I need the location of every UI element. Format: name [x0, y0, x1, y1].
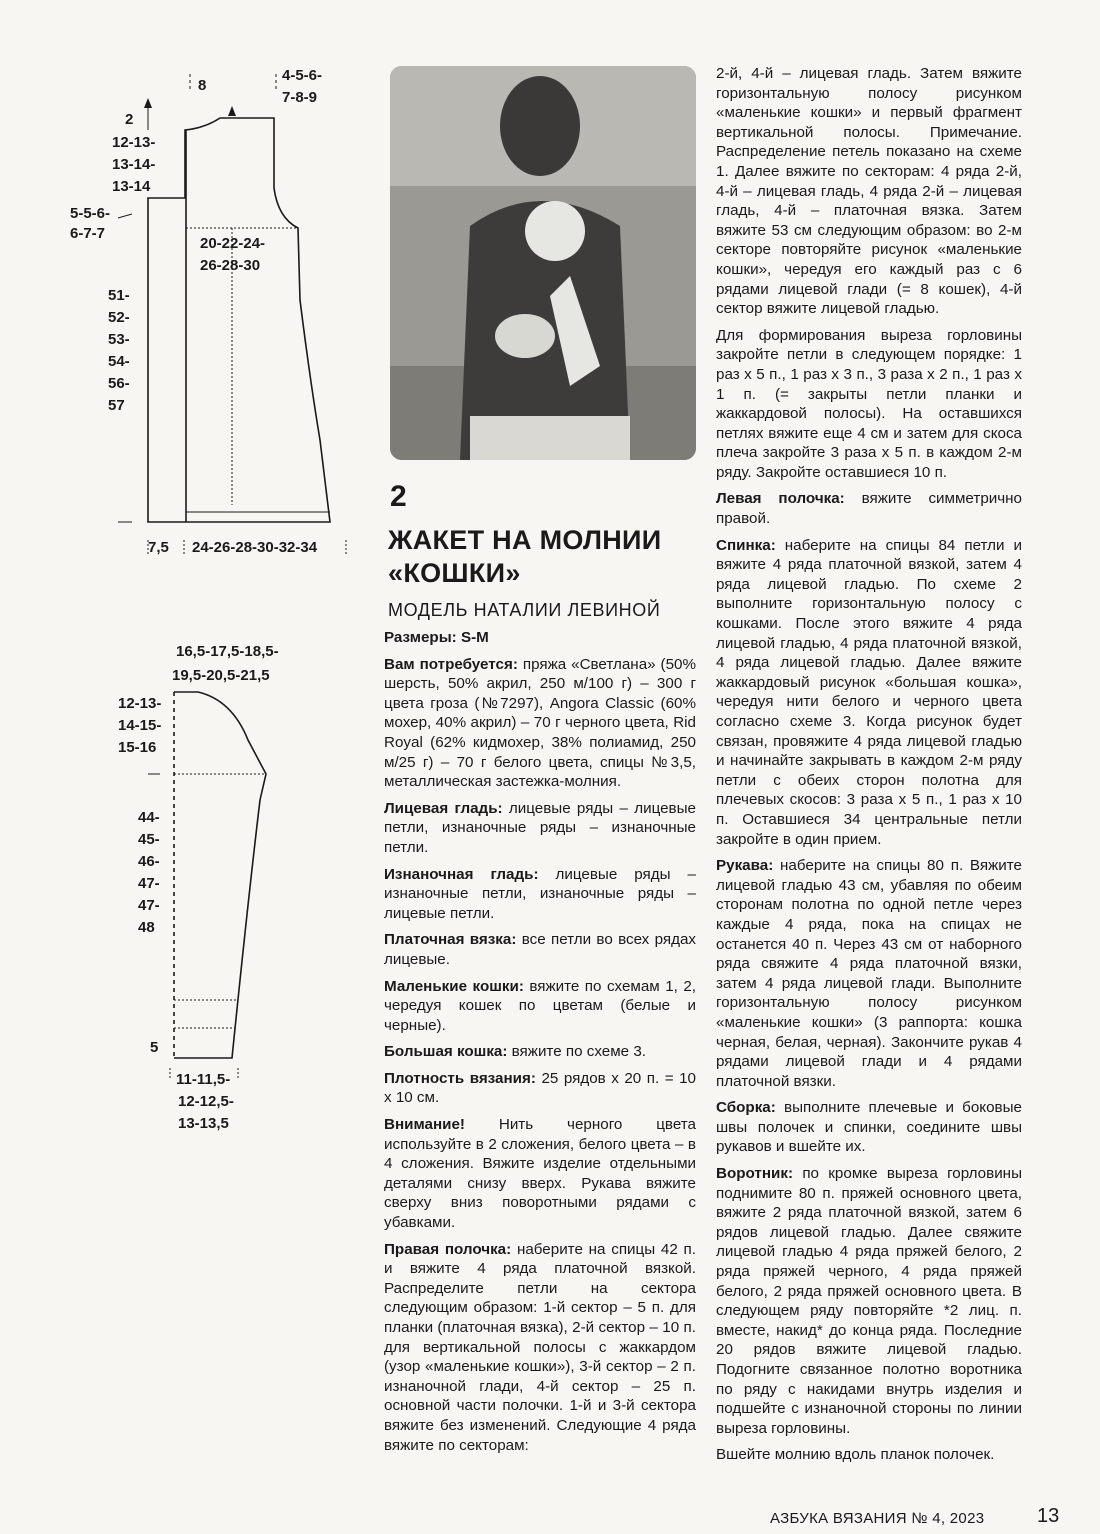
front-body-length-line: 54-	[108, 353, 130, 370]
front-body-length-line: 52-	[108, 309, 130, 326]
paragraph: Правая полочка: наберите на спицы 42 п. и вяжите 4 ряда платочной вязкой. Распределите петли на сектора следующим образом: 1-й сектор – 5 п. для планки (платочная вязка), 2-й сектор – 10 п. для вертикальной полосы с жаккардом (узор «маленькие кошки»), 3-й сектор – 2 п. изнаночной глади, 4-й сектор – 25 п. основной части полочки. 1-й и 3-й сектора вяжите без изменений. Следующие 4 ряда вяжите по секторам:	[384, 1240, 696, 1454]
paragraph: Лицевая гладь: лицевые ряды – лицевые петли, изнаночные ряды – изнаночные петли.	[384, 799, 696, 856]
magazine-footer: АЗБУКА ВЯЗАНИЯ № 4, 2023	[770, 1510, 985, 1527]
sleeve-cap-height-line: 14-15-	[118, 717, 162, 734]
sleeve-schematic	[148, 692, 266, 1080]
front-neck-depth-top: 2	[125, 111, 134, 128]
front-neck-depth-line: 13-14-	[112, 156, 156, 173]
sleeve-cuff-width-line: 12-12,5-	[178, 1093, 234, 1110]
paragraph: Рукава: наберите на спицы 80 п. Вяжите лицевой гладью 43 см, убавляя по обеим сторонам полотна по одной петле через каждые 4 ряда, пока на спицах не останется 40 п. Через 43 см от наборного ряда свяжите 4 ряда платочной вязки, затем 4 ряда лицевой глади. Выполните горизонтальную полосу рисунком «маленькие кошки» (3 раппорта: кошка черная, белая, черная). Закончите рукав 4 рядами лицевой глади и 4 рядами платочной вязки.	[716, 857, 1022, 1090]
paragraph: Сборка: выполните плечевые и боковые швы полочек и спинки, соедините швы рукавов и вшейте их.	[716, 1099, 1022, 1156]
front-body-length: 51-	[108, 287, 130, 304]
paragraph: Большая кошка: вяжите по схеме 3.	[384, 1043, 647, 1061]
sleeve-cuff-width-line: 13-13,5	[178, 1115, 229, 1132]
sleeve-cap-height: 12-13-	[118, 695, 162, 712]
sleeve-length-line: 45-	[138, 831, 160, 848]
paragraph: Платочная вязка: все петли во всех рядах лицевые.	[384, 931, 696, 968]
paragraph: Изнаночная гладь: лицевые ряды – изнаночные петли, изнаночные ряды – лицевые петли.	[384, 865, 696, 922]
sleeve-cap-height-line: 15-16	[118, 739, 157, 756]
sleeve-cuff-width: 11-11,5-	[176, 1071, 231, 1088]
sleeve-length-line: 48	[138, 919, 155, 936]
paragraph: Размеры: S-M	[384, 629, 489, 646]
sleeve-length-line: 47-	[138, 897, 160, 914]
instructions-column-1	[384, 628, 696, 1462]
front-neck-depth: 12-13-	[112, 134, 156, 151]
front-body-length-line: 56-	[108, 375, 130, 392]
paragraph: Плотность вязания: 25 рядов х 20 п. = 10 х 10 см.	[384, 1069, 696, 1107]
paragraph: Внимание! Нить черного цвета используйте в 2 сложения, белого цвета – в 4 сложения. Вяжите изделие отдельными деталями снизу вверх. Рукава вяжите сверху вниз поворотными рядами с убавками.	[384, 1116, 696, 1232]
paragraph: Маленькие кошки: вяжите по схемам 1, 2, чередуя кошек по цветам (белые и черные).	[384, 977, 697, 1034]
cat-motif	[525, 201, 585, 261]
front-body-length-line: 57	[108, 397, 125, 414]
front-shoulder-drop: 5-5-6-	[70, 205, 111, 222]
paragraph: 2-й, 4-й – лицевая гладь. Затем вяжите горизонтальную полосу рисунком «маленькие кошки» и первый фрагмент вертикальной полосы. Примечание. Распределение петель показано на схеме 1. Далее вяжите по секторам: 4 ряда 2-й, 4-й – лицевая гладь, 4 ряда 2-й – лицевая гладь, 4-й – платочная вязка. Затем вяжите 53 см следующим образом: во 2-м секторе повторяйте рисунок «маленькие кошки», чередуя его каждый раз с 6 рядами лицевой глади (= 8 кошек), 4-й сектор вяжите лицевой гладью.	[716, 65, 1022, 318]
paragraph: Вам потребуется: пряжа «Светлана» (50% шерсть, 50% акрил, 250 м/100 г) – 300 г цвета гроза (№7297), Angora Classic (60% мохер, 40% акрил) – 70 г черного цвета, Rid Royal (62% кидмохер, 38% полиамид, 250 м/25 г) – 70 г белого цвета, спицы №3,5, металлическая застежка-молния.	[384, 655, 696, 791]
article-title: ЖАКЕТ НА МОЛНИИ «КОШКИ»	[388, 525, 662, 588]
instructions-column-2	[716, 64, 1022, 1472]
pattern-schematics	[0, 0, 370, 1534]
front-body-length-line: 53-	[108, 331, 130, 348]
front-armhole-width: 20-22-24-	[200, 235, 266, 252]
sleeve-length-line: 46-	[138, 853, 160, 870]
front-top-label: 8	[198, 77, 207, 94]
paragraph: Левая полочка: вяжите симметрично правой.	[716, 490, 1022, 528]
page-number: 13	[1037, 1505, 1060, 1527]
front-bottom-width: 24-26-28-30-32-34	[192, 539, 318, 556]
sleeve-top-width: 16,5-17,5-18,5-	[176, 643, 279, 660]
front-shoulder-width-2: 7-8-9	[282, 89, 318, 106]
front-armhole-width-line: 26-28-30	[200, 257, 261, 274]
sleeve-cuff-height: 5	[150, 1039, 159, 1056]
paragraph: Вшейте молнию вдоль планок полочек.	[716, 1446, 995, 1464]
front-placket-width: 7,5	[148, 539, 169, 556]
front-neck-depth-line: 13-14	[112, 178, 151, 195]
sleeve-length-line: 47-	[138, 875, 160, 892]
front-shoulder-drop-line: 6-7-7	[70, 225, 106, 242]
paragraph: Воротник: по кромке выреза горловины поднимите 80 п. пряжей основного цвета, вяжите 2 ряда платочной вязкой, затем 6 рядов лицевой гладью. Далее свяжите лицевой гладью 4 ряда пряжей белого, 2 ряда пряжей черного, 4 ряда пряжей белого, 2 ряда пряжей основного цвета. В следующем ряду повторяйте *2 лиц. п. вместе, накид* до конца ряда. Последние 20 рядов вяжите лицевой гладью. Подогните связанное полотно воротника по ряду с накидами внутрь изделия и подшейте с изнаночной стороны по линии выреза горловины.	[716, 1165, 1022, 1437]
article-number: 2	[390, 480, 407, 513]
paragraph: Для формирования выреза горловины закройте петли в следующем порядке: 1 раз х 5 п., 1 раз х 3 п., 3 раза х 2 п., 1 раз х 1 п. (= закрыты петли планки и жаккардовой полосы). На оставшихся петлях вяжите еще 4 см и затем для скоса плеча закройте 3 раза х 5 п. в каждом 2-м ряду. Закройте оставшиеся 10 п.	[716, 326, 1022, 481]
article-author: МОДЕЛЬ НАТАЛИИ ЛЕВИНОЙ	[388, 600, 661, 620]
sleeve-length: 44-	[138, 809, 160, 826]
model-photo	[390, 66, 696, 460]
paragraph: Спинка: наберите на спицы 84 петли и вяжите 4 ряда платочной вязкой, затем 4 ряда лицевой гладью. По схеме 2 выполните горизонтальную полосу с кошками. После этого вяжите 4 ряда лицевой гладью, 4 ряда платочной вязкой, 4 ряда лицевой гладью. Далее вяжите жаккардовый рисунок «большая кошка», чередуя нити белого и черного цвета согласно схеме 3. Когда рисунок будет связан, провяжите 4 ряда лицевой гладью и начинайте закрывать в каждом 2-м ряду петли с обеих сторон полотна для плечевых скосов: 3 раза х 5 п., 1 раз х 10 п. Оставшиеся 34 центральные петли закройте в один прием.	[716, 536, 1022, 848]
sleeve-top-width-line: 19,5-20,5-21,5	[172, 667, 270, 684]
front-shoulder-width-1: 4-5-6-	[282, 67, 323, 84]
